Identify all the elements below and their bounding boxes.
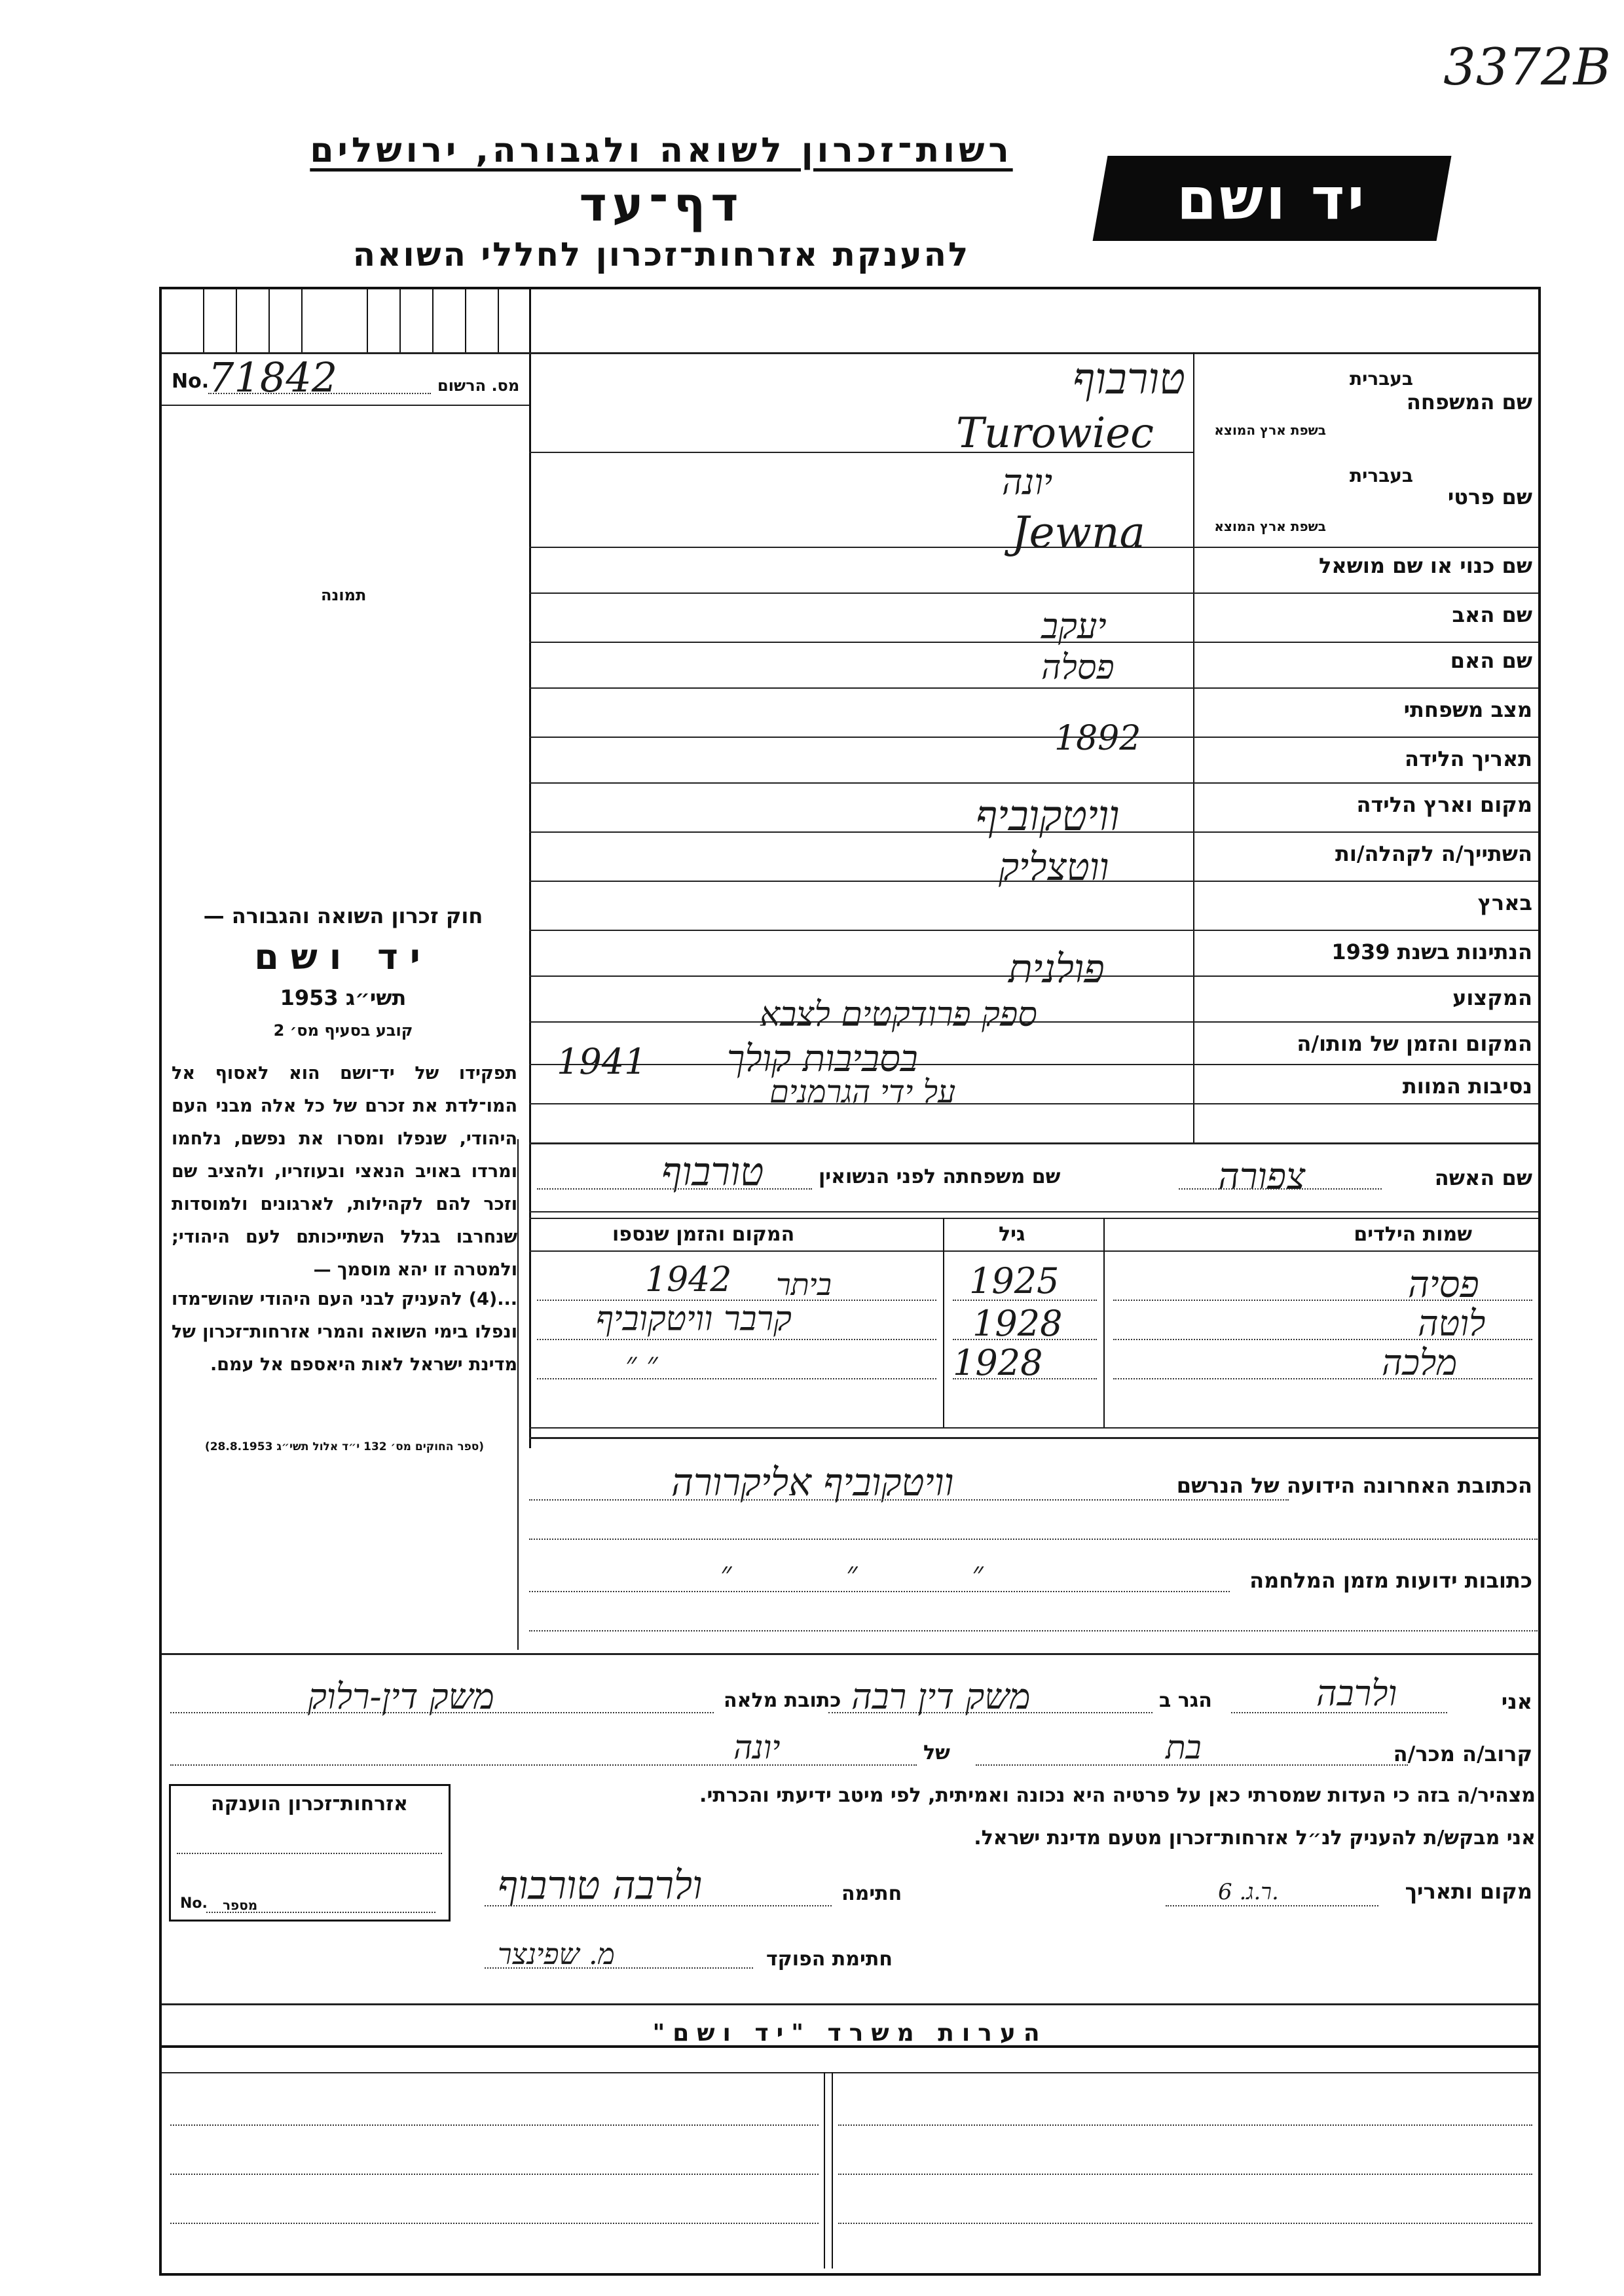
row-line [529, 687, 1538, 689]
country-label: בארץ [1477, 890, 1532, 915]
child-1-year: 1942 [645, 1260, 732, 1300]
strip-cell [367, 289, 368, 352]
relative-label: קרוב/ה מכר/ה [1393, 1741, 1532, 1766]
child-1-place: ביתר [776, 1267, 832, 1302]
children-age-header: גיל [999, 1223, 1025, 1246]
signature-dots [485, 1905, 832, 1906]
registry-dots [208, 393, 431, 394]
request-text: אני מבקש/ת להעניק לנ״ל אזרחות־זכרון מטעם מדינת ישראל. [974, 1827, 1536, 1850]
place-date-label: מקום ותאריך [1405, 1879, 1532, 1904]
nationality-value: פולנית [1008, 946, 1105, 992]
row-line [529, 1142, 1538, 1144]
in-hebrew-label-2: בעברית [1349, 465, 1413, 486]
full-address-label: כתובת מלאה [724, 1689, 841, 1712]
row-line [529, 737, 1538, 738]
death-label: המקום והזמן של מותו/ה [1297, 1031, 1532, 1056]
birth-date-value: 1892 [1054, 719, 1141, 758]
yad-vashem-logo [1093, 156, 1452, 241]
law-org: יד ושם [254, 936, 432, 977]
children-table-top [529, 1218, 1538, 1219]
child-dots [537, 1378, 936, 1379]
row-line [529, 642, 1538, 643]
registry-no-label: No. [172, 370, 210, 393]
children-header-line [529, 1250, 1538, 1252]
circumstances-label: נסיבות המוות [1402, 1074, 1532, 1099]
address-dots [529, 1499, 1289, 1501]
strip-cell [498, 289, 499, 352]
first-name-label: שם פרטי [1447, 484, 1532, 509]
family-name-origin: Turowiec [956, 409, 1154, 458]
law-source: (ספר החוקים מס׳ 132 י״ד אלול תשי״ג 28.8.1953) [204, 1440, 485, 1453]
law-paragraph-2: ...(4) להעניק לבני העם היהודי שהוש־מדו ונפלו בימי השואה והמרי אזרחות־זכרון של מדינת ישראל לאות היאספם אל עמם. [172, 1289, 517, 1375]
officer-dots [485, 1967, 753, 1969]
in-hebrew-label: בעברית [1349, 368, 1413, 390]
children-col [1103, 1218, 1105, 1427]
birth-date-label: תאריך הלידה [1404, 746, 1532, 771]
resident-dots [828, 1712, 1153, 1713]
citizenship-dots [177, 1853, 442, 1854]
family-name-hebrew: טורבוף [1072, 354, 1185, 404]
registry-label: מס. הרשום [437, 376, 520, 395]
column-divider-lower [517, 1139, 519, 1650]
child-2-age: 1928 [972, 1303, 1063, 1344]
place-date-dots [1166, 1905, 1378, 1906]
child-2-name: לוטה [1418, 1303, 1486, 1344]
row-line [529, 1211, 1538, 1212]
i-label: אני [1501, 1689, 1532, 1714]
law-year: תשי״ג 1953 [280, 985, 407, 1010]
origin-language-label-2: בשפת ארץ המוצא [1214, 519, 1326, 534]
authority-title: רשות־זכרון לשואה ולגבורה, ירושלים [310, 131, 1013, 170]
strip-cell [236, 289, 237, 352]
law-title: חוק זכרון השואה והגבורה — [203, 903, 483, 928]
child-1-name: פסיה [1408, 1264, 1479, 1306]
death-year: 1941 [557, 1041, 647, 1082]
address-dots [529, 1539, 1538, 1540]
of-label: של [923, 1741, 950, 1764]
citizenship-title: אזרחות־זכרון הוענקה [210, 1793, 409, 1815]
form-subtitle: להענקת אזרחות־זכרון לחללי השואה [352, 236, 970, 274]
registry-row-line [162, 405, 529, 406]
notes-frame [159, 2001, 1541, 2276]
origin-language-label: בשפת ארץ המוצא [1214, 422, 1326, 438]
mother-value: פסלה [1041, 648, 1115, 687]
father-label: שם האב [1452, 602, 1532, 627]
father-value: יעקב [1041, 606, 1107, 647]
logo-text: יד ושם [1177, 164, 1367, 232]
wife-label: שם האשה [1434, 1165, 1532, 1190]
children-names-header: שמות הילדים [1354, 1223, 1472, 1246]
child-3-place: ״ ״ [625, 1345, 658, 1381]
first-name-origin: Jewna [1012, 507, 1145, 558]
profession-value: ספק פרודקטים לצבא [760, 995, 1037, 1034]
wife-dots [1179, 1188, 1382, 1190]
strip-cell [432, 289, 434, 352]
strip-cell [465, 289, 466, 352]
form-title: דף־עד [579, 177, 744, 232]
relation-value: בת [1166, 1728, 1202, 1766]
signature-value: ולרבה טורבוף [498, 1863, 703, 1908]
declarant-dots [1231, 1712, 1447, 1713]
profession-label: המקצוע [1452, 985, 1532, 1010]
law-paragraph-1: תפקידו של יד־ושם הוא לאסוף אל המו־לדת את זכרם של כל אלה מבני העם היהודי, שנפלו ומסרו את נפשם, נלחמו ומרדו באויב הנאצי ובעוזריו, ולהציב שם וזכר להם לקהילות, לארגונים ולמוסדות שנחרבו בגלל השתייכותם לעם היהודי; ולמטרה זו יהא מוסמך — [172, 1063, 517, 1280]
value-label-divider [1193, 352, 1194, 1144]
community-label: השתייך/ה לקהלה/ות [1335, 841, 1532, 866]
officer-label: חתימת הפוקד [766, 1948, 893, 1971]
birth-place-label: מקום וארץ הלידה [1356, 792, 1532, 817]
resident-label: הגר ב [1159, 1689, 1212, 1712]
marital-label: מצב משפחתי [1403, 697, 1532, 722]
of-dots [170, 1764, 917, 1766]
row-line [529, 1437, 1538, 1439]
child-3-age: 1928 [953, 1342, 1043, 1383]
declarant-name: ולרבה [1316, 1673, 1397, 1714]
child-1-age: 1925 [969, 1260, 1060, 1302]
community-value: ווטצליק [999, 845, 1109, 889]
wife-first-name: צפורה [1218, 1156, 1306, 1198]
citizenship-dots [206, 1912, 435, 1913]
strip-cell [399, 289, 401, 352]
citizenship-number-label: מספר [223, 1897, 258, 1913]
full-address-value: משק דין-רלוק [308, 1676, 494, 1717]
relation-dots [976, 1764, 1408, 1766]
declaration-text: מצהיר/ה בזה כי העדות שמסרתי כאן על פרטיה היא נכונה ואמיתית, לפי מיטב ידיעתי והכרתי. [699, 1784, 1536, 1807]
children-col [943, 1218, 944, 1427]
officer-value: מ. שפינצר [498, 1938, 615, 1971]
column-divider [529, 289, 531, 1448]
child-3-name: מלכה [1382, 1342, 1458, 1383]
office-notes-title: הערות משרד "יד ושם" [652, 2020, 1048, 2047]
strip-cell [268, 289, 270, 352]
wife-maiden-name: טורבוף [661, 1149, 764, 1195]
child-2-place: קרבר וויטקוביף [596, 1300, 792, 1339]
strip-cell [301, 289, 303, 352]
address-dots [529, 1630, 1538, 1631]
strip-cell [203, 289, 204, 352]
death-value: בסביבות קולך [727, 1038, 918, 1080]
first-name-hebrew: יונה [1002, 462, 1053, 503]
signature-label: חתימה [841, 1882, 902, 1905]
full-address-dots [170, 1712, 714, 1713]
birth-place-value: וויטקוביף [976, 792, 1120, 841]
citizenship-no-label: No. [180, 1895, 208, 1912]
row-line [529, 1103, 1538, 1104]
family-name-label: שם המשפחה [1406, 390, 1532, 414]
top-strip-bottom [162, 352, 1538, 354]
child-dots [1113, 1378, 1532, 1379]
resident-value: משק דין רבה [851, 1676, 1031, 1717]
mother-label: שם האם [1450, 648, 1532, 673]
last-address-value: וויטקוביף אליקרורה [671, 1460, 954, 1504]
wartime-address-value: ״ ״ ״ [720, 1555, 984, 1590]
wife-maiden-label: שם משפחתה לפני הנשואין [819, 1165, 1061, 1188]
law-clause: קובע בסעיף מס׳ 2 [273, 1021, 413, 1040]
row-line [529, 930, 1538, 931]
last-address-label: הכתובת האחרונה הידועה של הנרשם [1176, 1473, 1532, 1498]
maiden-dots [537, 1188, 812, 1190]
nickname-label: שם כנוי או שם מושאל [1318, 553, 1532, 578]
of-value: יונה [733, 1728, 781, 1766]
archive-number: 3372В [1443, 38, 1611, 97]
children-place-header: המקום והזמן שנספו [612, 1223, 795, 1246]
circumstances-value: על ידי הגרמנים [769, 1074, 956, 1110]
section-divider [162, 1653, 1538, 1655]
wartime-address-label: כתובות ידועות מזמן המלחמה [1249, 1568, 1532, 1593]
row-line [529, 1064, 1538, 1065]
child-dots [537, 1339, 936, 1340]
children-table-bottom [529, 1427, 1538, 1429]
address-dots [529, 1591, 1230, 1592]
nationality-label: הנתינות בשנת 1939 [1331, 939, 1532, 964]
row-line [529, 592, 1538, 594]
registry-number: 71842 [208, 354, 338, 401]
row-line [529, 782, 1538, 784]
photo-label: תמונה [321, 586, 367, 604]
place-date-value: ר.ג. 6. [1218, 1879, 1279, 1905]
